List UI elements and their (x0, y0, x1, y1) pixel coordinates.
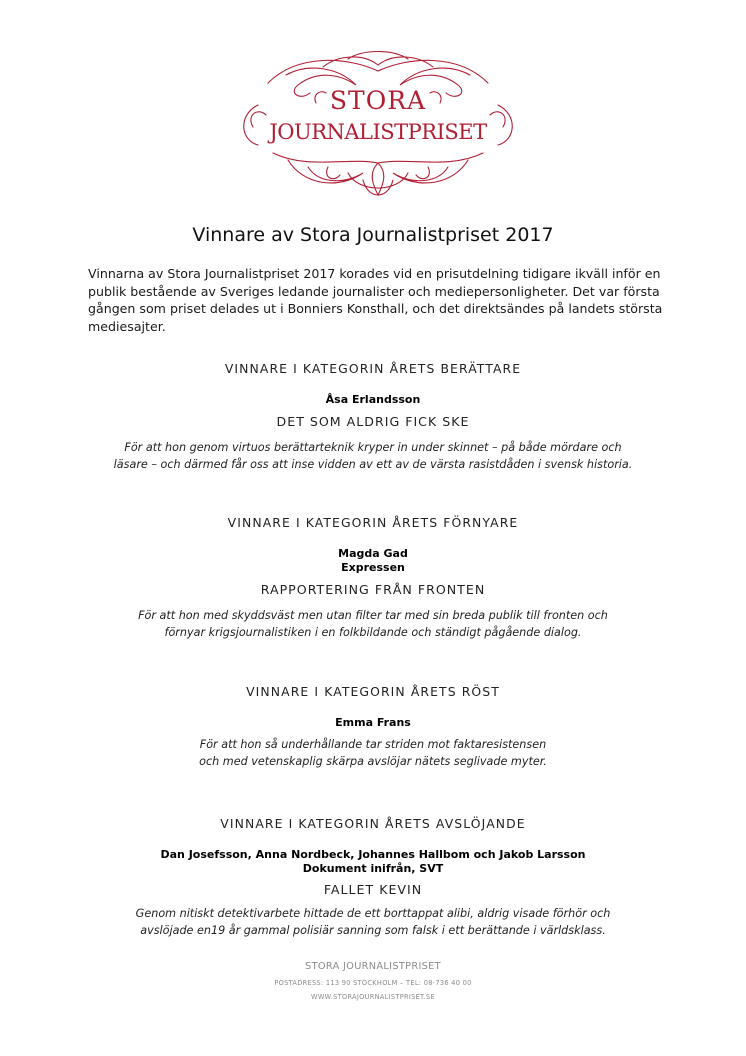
intro-line: gången som priset delades ut i Bonniers Konsthall, och det direktsändes på landets största (88, 301, 663, 316)
winner-name: Magda Gad (338, 547, 408, 560)
page-footer (0, 961, 746, 1001)
section-fornyare (0, 515, 746, 641)
section-rost (0, 684, 746, 770)
motivation-quote (0, 906, 746, 939)
winner-affiliation: Expressen (341, 561, 405, 574)
intro-paragraph (88, 265, 668, 335)
section-berattare (0, 361, 746, 473)
category-heading: VINNARE I KATEGORIN ÅRETS BERÄTTARE (224, 361, 522, 376)
logo-line-2: JOURNALISTPRISET (269, 120, 487, 144)
quote-line: För att hon med skyddsväst men utan filter tar med sin breda publik till fronten och (138, 609, 608, 622)
winning-work-title: FALLET KEVIN (323, 882, 423, 897)
category-heading: VINNARE I KATEGORIN ÅRETS RÖST (246, 684, 500, 699)
logo-calligraphy-icon (228, 45, 528, 200)
quote-line: Genom nitiskt detektivarbete hittade de ett borttappat alibi, aldrig visade förhör och (135, 907, 611, 920)
footer-address: POSTADRESS: 113 90 STOCKHOLM – TEL: 08-736 40 00 (274, 979, 472, 987)
winning-work-title: RAPPORTERING FRÅN FRONTEN (260, 582, 486, 597)
winner-name: Emma Frans (335, 716, 411, 729)
page-title: Vinnare av Stora Journalistpriset 2017 (192, 224, 554, 246)
section-avslojande (0, 816, 746, 939)
logo-line-1: STORA (329, 86, 427, 115)
motivation-quote (0, 737, 746, 770)
footer-organization: STORA JOURNALISTPRISET (305, 961, 441, 972)
motivation-quote (0, 440, 746, 473)
quote-line: förnyar krigsjournalistiken i en folkbildande och ständigt pågående dialog. (164, 625, 582, 639)
winning-work-title: DET SOM ALDRIG FICK SKE (276, 414, 470, 429)
intro-line: mediesajter. (88, 318, 166, 334)
quote-line: och med vetenskaplig skärpa avslöjar nätets seglivade myter. (199, 754, 547, 768)
winner-names: Dan Josefsson, Anna Nordbeck, Johannes Hallbom och Jakob Larsson (160, 848, 586, 861)
category-heading: VINNARE I KATEGORIN ÅRETS AVSLÖJANDE (220, 816, 526, 831)
quote-line: För att hon genom virtuos berättarteknik kryper in under skinnet – på både mördare och (124, 441, 622, 454)
motivation-quote (0, 608, 746, 641)
footer-website: WWW.STORAJOURNALISTPRISET.SE (311, 993, 435, 1001)
quote-line: läsare – och därmed får oss att inse vidden av ett av de värsta rasistdåden i svensk historia. (113, 457, 633, 471)
intro-line: Vinnarna av Stora Journalistpriset 2017 korades vid en prisutdelning tidigare ikväll inför en (88, 266, 661, 281)
intro-line: publik bestående av Sveriges ledande journalister och mediepersonligheter. Det var första (88, 283, 660, 299)
winner-name: Åsa Erlandsson (325, 393, 421, 406)
winner-affiliation: Dokument inifrån, SVT (302, 862, 444, 875)
quote-line: avslöjade en19 år gammal polisiär sanning som falsk i ett berättande i världsklass. (140, 923, 606, 937)
category-heading: VINNARE I KATEGORIN ÅRETS FÖRNYARE (227, 515, 519, 530)
quote-line: För att hon så underhållande tar striden mot faktaresistensen (199, 738, 547, 751)
stora-journalistpriset-logo (228, 45, 528, 200)
